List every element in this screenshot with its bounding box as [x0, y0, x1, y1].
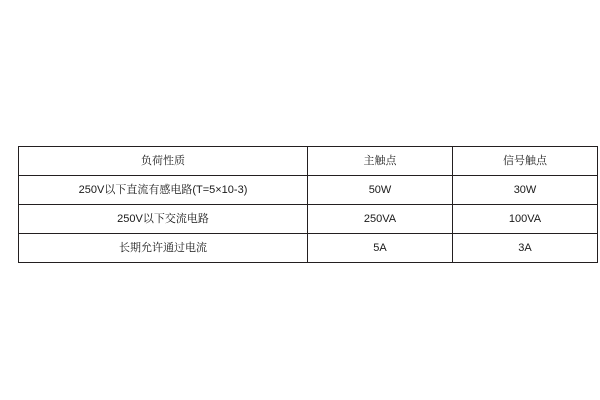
table-header-row — [19, 147, 598, 176]
table-row — [19, 176, 598, 205]
spec-table-container — [18, 146, 582, 263]
table-row — [19, 234, 598, 263]
column-header-load-type: 负荷性质 — [19, 147, 308, 176]
load-capacity-table — [18, 146, 598, 263]
cell-main-contact: 250VA — [308, 205, 453, 234]
cell-load-type: 长期允许通过电流 — [19, 234, 308, 263]
cell-load-type: 250V以下交流电路 — [19, 205, 308, 234]
cell-signal-contact: 3A — [453, 234, 598, 263]
column-header-main-contact: 主触点 — [308, 147, 453, 176]
cell-signal-contact: 30W — [453, 176, 598, 205]
table-row — [19, 205, 598, 234]
cell-signal-contact: 100VA — [453, 205, 598, 234]
cell-main-contact: 5A — [308, 234, 453, 263]
cell-main-contact: 50W — [308, 176, 453, 205]
cell-load-type: 250V以下直流有感电路(T=5×10-3) — [19, 176, 308, 205]
column-header-signal-contact: 信号触点 — [453, 147, 598, 176]
